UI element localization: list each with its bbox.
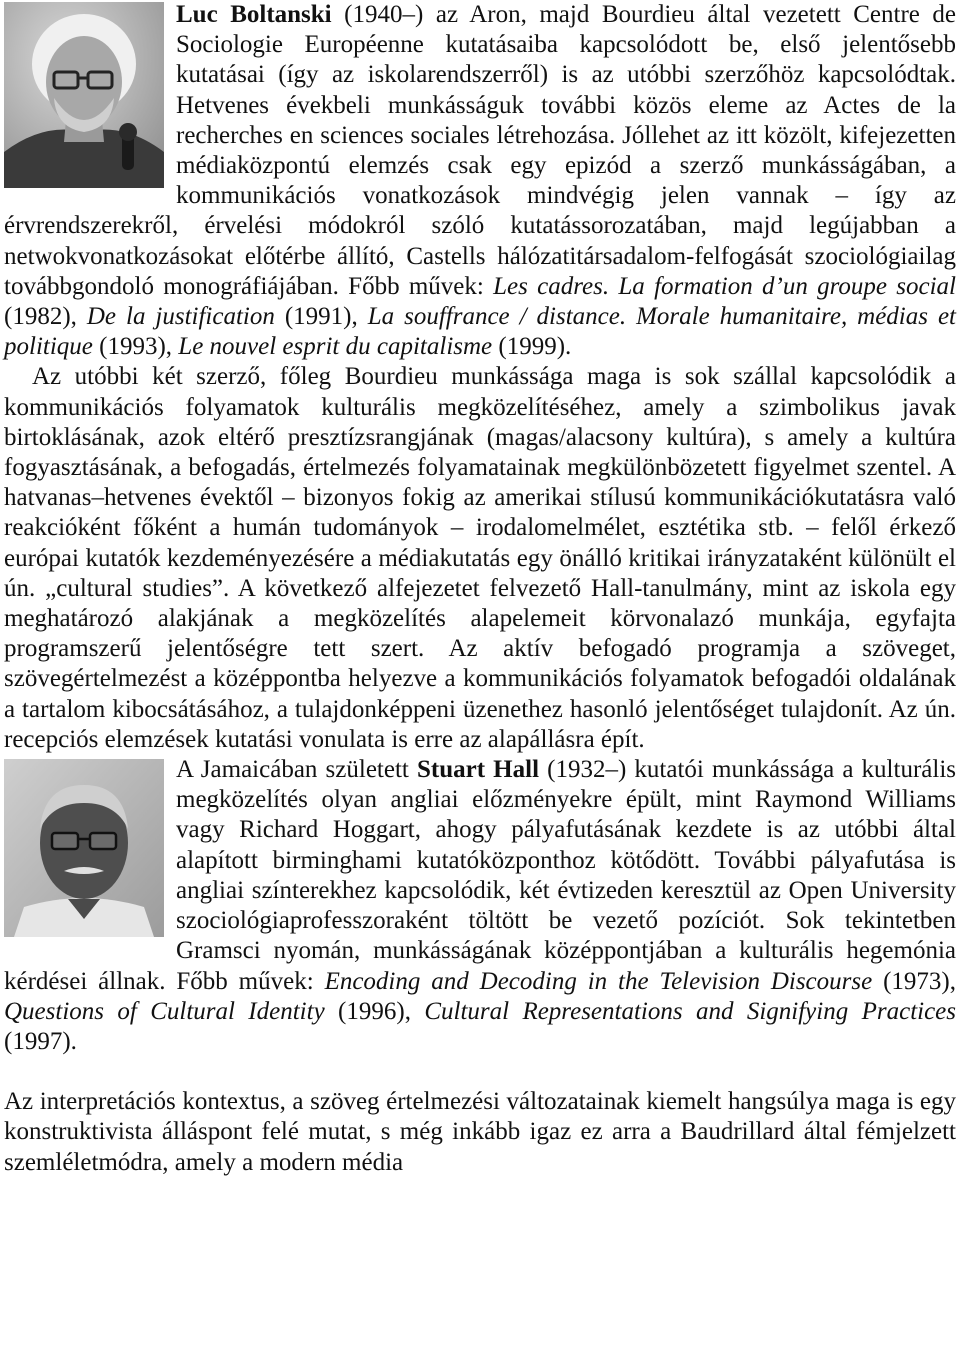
boltanski-portrait <box>4 2 164 188</box>
hall-paragraph: A Jamaicában született Stuart Hall (1932–) kutatói munkássága a kulturális megközelítés olyan angliai előzményekre épült, mint Raymond Williams vagy Richard Hoggart, ahogy pályafutásának kezdete is az utóbbi által alapított birminghami kutatóközponthoz kötődött. További pályafutása is angliai színterekhez kapcsolódik, két évtizeden keresztül az Open University szociológiaprofesszoraként töltött be vezető pozíciót. Sok tekintetben Gramsci nyomán, munkásságának középpontjában a kulturális hegemónia kérdései állnak. Főbb művek: Encoding and Decoding in the Television Discourse (1973), Questions of Cultural Identity (1996), Cultural Representations and Signifying Practices (1997). <box>4 756 957 1055</box>
hall-work-3: Cultural Representations and Signifying Practices <box>424 997 957 1025</box>
boltanski-paragraph: Luc Boltanski (1940–) az Aron, majd Bourdieu által vezetett Centre de Sociologie Européenne kutatásaiba kapcsolódott be, első jelentősebb kutatásai (így az iskolarendszerről) is az utóbbi szerzőhöz kapcsolódtak. Hetvenes évekbeli munkásságuk további közös eleme az Actes de la recherches en sciences sociales létrehozása. Jóllehet az itt közölt, kifejezetten médiaközpontú elemzés csak egy epizód a szerző munkásságában, a kommunikációs vonatkozások mindvégig jelen vannak – így az érvrendszerekről, érvelési módokról szóló kutatássorozatában, majd legújabban a netwokvonatkozásokat előtérbe állító, Castells hálózatitársadalom-felfogását szociológiailag továbbgondoló monográfiájában. Főbb művek: Les cadres. La formation d’un groupe social (1982), De la justification (1991), La souffrance / distance. Morale humanitaire, médias et politique (1993), Le nouvel esprit du capitalisme (1999). <box>4 1 957 361</box>
hall-bio: (1932–) kutatói munkássága a kulturális megközelítés olyan angliai előzményekre épült, mint Raymond Williams vagy Richard Hoggart, ahogy pályafutásának kezdete is az utóbbi által alapított birminghami kutatóközponthoz kötődött. További pályafutása is angliai színterekhez kapcsolódik, két évtizeden keresztül az Open University szociológiaprofesszoraként töltött be vezető pozíciót. Sok tekintetben Gramsci nyomán, munkásságának középpontjában a kulturális hegemónia kérdései állnak. Főbb művek: <box>4 756 956 995</box>
document-page <box>4 0 956 1178</box>
boltanski-bio: (1940–) az Aron, majd Bourdieu által vezetett Centre de Sociologie Européenne kutatásaiba kapcsolódott be, első jelentősebb kutatásai (így az iskolarendszerről) is az utóbbi szerzőhöz kapcsolódtak. Hetvenes évekbeli munkásságuk további közös eleme az Actes de la recherches en sciences sociales létrehozása. Jóllehet az itt közölt, kifejezetten médiaközpontú elemzés csak egy epizód a szerző munkásságában, a kommunikációs vonatkozások mindvégig jelen vannak – így az érvrendszerekről, érvelési módokról szóló kutatássorozatában, majd legújabban a netwokvonatkozásokat előtérbe állító, Castells hálózatitársadalom-felfogását szociológiailag továbbgondoló monográfiájában. Főbb művek <box>4 1 957 300</box>
paragraph-gap <box>4 1057 956 1087</box>
boltanski-work-2: De la justification <box>86 303 275 331</box>
hall-work-2: Questions of Cultural Identity <box>4 997 325 1025</box>
boltanski-work-4: Le nouvel esprit du capitalisme <box>178 333 493 361</box>
hall-portrait <box>4 759 164 937</box>
boltanski-work-1: Les cadres. La formation d’un groupe social <box>493 272 956 300</box>
interpretation-paragraph: Az interpretációs kontextus, a szöveg értelmezési változatainak kiemelt hangsúlya maga is egy konstruktivista álláspont felé mutat, s még inkább igaz ez arra a Baudrillard által fémjelzett szemléletmódra, amely a modern média <box>4 1088 956 1176</box>
cultural-studies-paragraph: Az utóbbi két szerző, főleg Bourdieu munkássága maga is sok szállal kapcsolódik a kommunikációs folyamatok kulturális megközelítéséhez, amely a szimbolikus javak birtoklásának, azok eltérő presztízsrangjának (magas/alacsony kultúra), s amely a kultúra fogyasztásának, a befogadás, értelmezés folyamatainak megkülönbözetett figyelmet szentel. A hatvanas–hetvenes évektől – bizonyos fokig az amerikai stílusú kommunikációkutatásra való reakcióként főként a humán tudományok – irodalomelmélet, esztétika stb. – felől érkező európai kutatók kezdeményezésére a médiakutatás egy önálló kritikai irányzataként különült el ún. „cultural studies”. A következő alfejezetet felvezető Hall-tanulmány, mint az iskola egy meghatározó alakjának a megközelítés alapelemeit körvonalazó munkája, egyfajta programszerű jelentőségre tett szert. Az aktív befogadó programja a szöveget, szövegértelmezést a középpontba helyezve a kommunikációs folyamatok befogadói oldalának a tartalom kibocsátásához, a tulajdonképpeni üzenethez hasonló jelentőséget tulajdonít. Az ún. recepciós elemzések kutatási vonulata is erre az alapállásra épít. <box>4 363 956 753</box>
boltanski-name: Luc Boltanski <box>176 1 332 28</box>
hall-lead: A Jamaicában született <box>176 756 417 784</box>
hall-name: Stuart Hall <box>416 756 540 784</box>
boltanski-work-3: La souffrance / distance. Morale humanitaire, médias et politique <box>4 303 956 361</box>
hall-work-1: Encoding and Decoding in the Television Discourse <box>324 967 873 995</box>
